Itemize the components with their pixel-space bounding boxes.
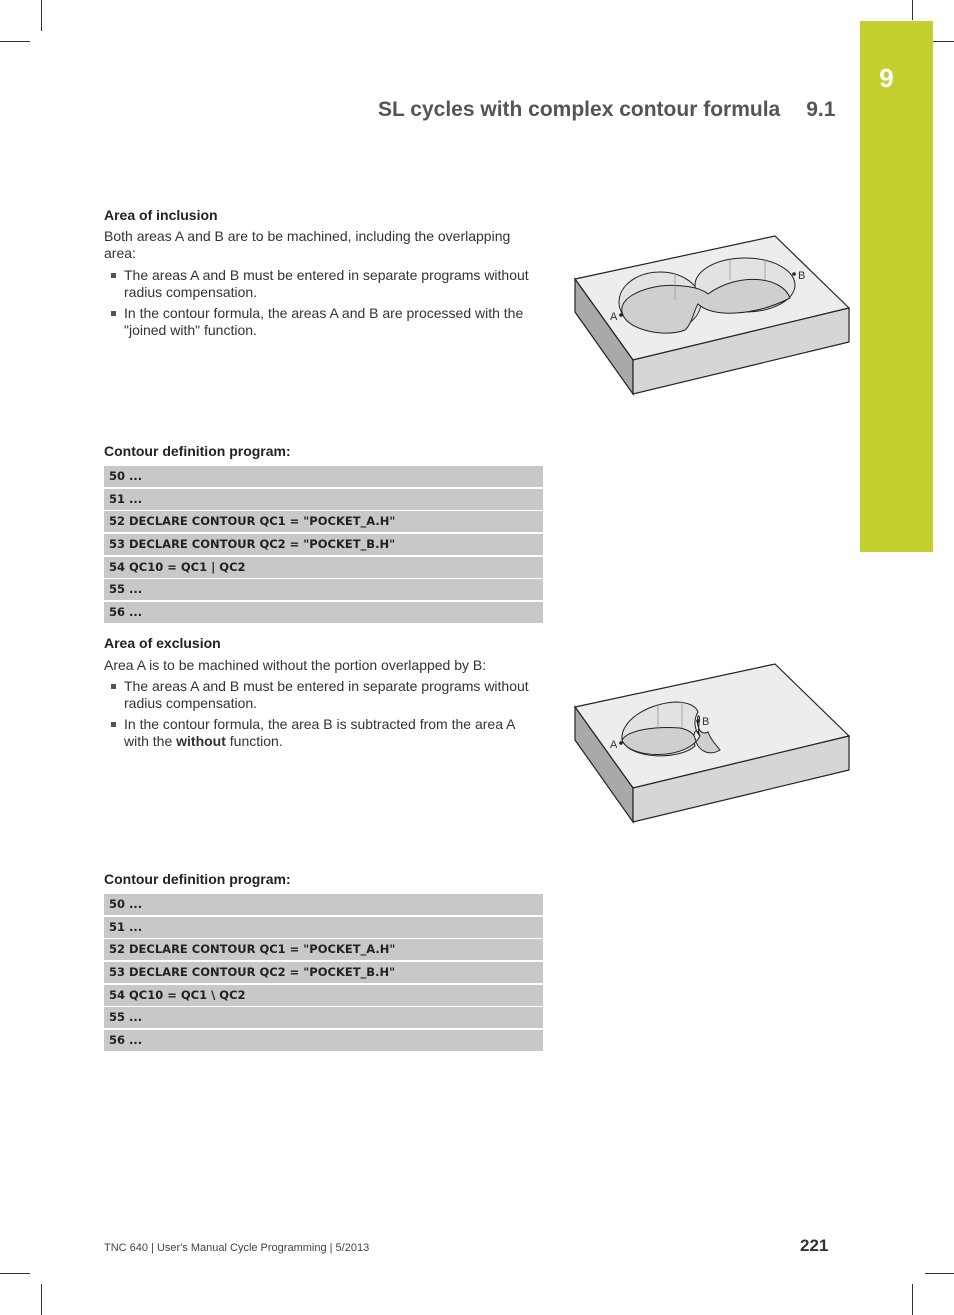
table-row: 51 ... [104, 489, 543, 510]
exclusion-heading: Area of exclusion [104, 635, 221, 651]
crop-mark [0, 41, 30, 42]
list-item: The areas A and B must be entered in separate programs without radius compensation. [104, 678, 542, 712]
point-marker [619, 313, 623, 317]
header-title: SL cycles with complex contour formula [378, 98, 781, 121]
exclusion-figure [570, 660, 855, 828]
keyword-without: without [176, 733, 226, 749]
exclusion-bullet-list [104, 678, 542, 754]
label-a: A [610, 739, 618, 751]
list-item [104, 716, 542, 750]
exclusion-program-heading: Contour definition program: [104, 871, 291, 887]
inclusion-intro: Both areas A and B are to be machined, including the overlapping area: [104, 228, 511, 261]
table-row: 53 DECLARE CONTOUR QC2 = "POCKET_B.H" [104, 534, 543, 555]
inclusion-figure [570, 232, 855, 400]
table-row: 56 ... [104, 602, 543, 623]
crop-mark [912, 0, 913, 20]
table-row: 50 ... [104, 466, 543, 487]
chapter-number: 9 [879, 63, 894, 93]
header-section: 9.1 [806, 98, 836, 121]
table-row: 50 ... [104, 894, 543, 915]
point-marker [619, 741, 623, 745]
list-item: The areas A and B must be entered in separate programs without radius compensation. [104, 267, 542, 301]
page-header [378, 98, 835, 122]
inclusion-program-table [104, 466, 543, 625]
page-number: 221 [800, 1236, 829, 1255]
table-row: 52 DECLARE CONTOUR QC1 = "POCKET_A.H" [104, 939, 543, 960]
page-footer: TNC 640 | User's Manual Cycle Programming | 5/2013 [104, 1242, 370, 1254]
crop-mark [912, 1284, 913, 1315]
exclusion-intro: Area A is to be machined without the portion overlapped by B: [104, 657, 487, 673]
table-row: 51 ... [104, 917, 543, 938]
table-row: 52 DECLARE CONTOUR QC1 = "POCKET_A.H" [104, 511, 543, 532]
exclusion-program-table [104, 894, 543, 1053]
crop-mark [41, 0, 42, 31]
label-b: B [798, 270, 806, 282]
crop-mark [0, 1273, 30, 1274]
table-row: 55 ... [104, 1007, 543, 1028]
inclusion-program-heading: Contour definition program: [104, 443, 291, 459]
label-a: A [610, 311, 618, 323]
point-marker [792, 272, 796, 276]
table-row: 54 QC10 = QC1 | QC2 [104, 557, 543, 578]
point-marker [696, 719, 700, 723]
crop-mark [925, 1273, 954, 1274]
table-row: 53 DECLARE CONTOUR QC2 = "POCKET_B.H" [104, 962, 543, 983]
inclusion-heading: Area of inclusion [104, 207, 218, 223]
label-b: B [702, 716, 710, 728]
chapter-tab [860, 21, 933, 552]
table-row: 54 QC10 = QC1 \ QC2 [104, 985, 543, 1006]
bullet-text: function. [225, 733, 283, 749]
inclusion-bullet-list [104, 267, 542, 343]
table-row: 55 ... [104, 579, 543, 600]
bullet-text: In the contour formula, the area B is subtracted from the area A with the [124, 716, 515, 749]
table-row: 56 ... [104, 1030, 543, 1051]
list-item: In the contour formula, the areas A and B are processed with the "joined with" function. [104, 305, 542, 339]
crop-mark [41, 1284, 42, 1315]
